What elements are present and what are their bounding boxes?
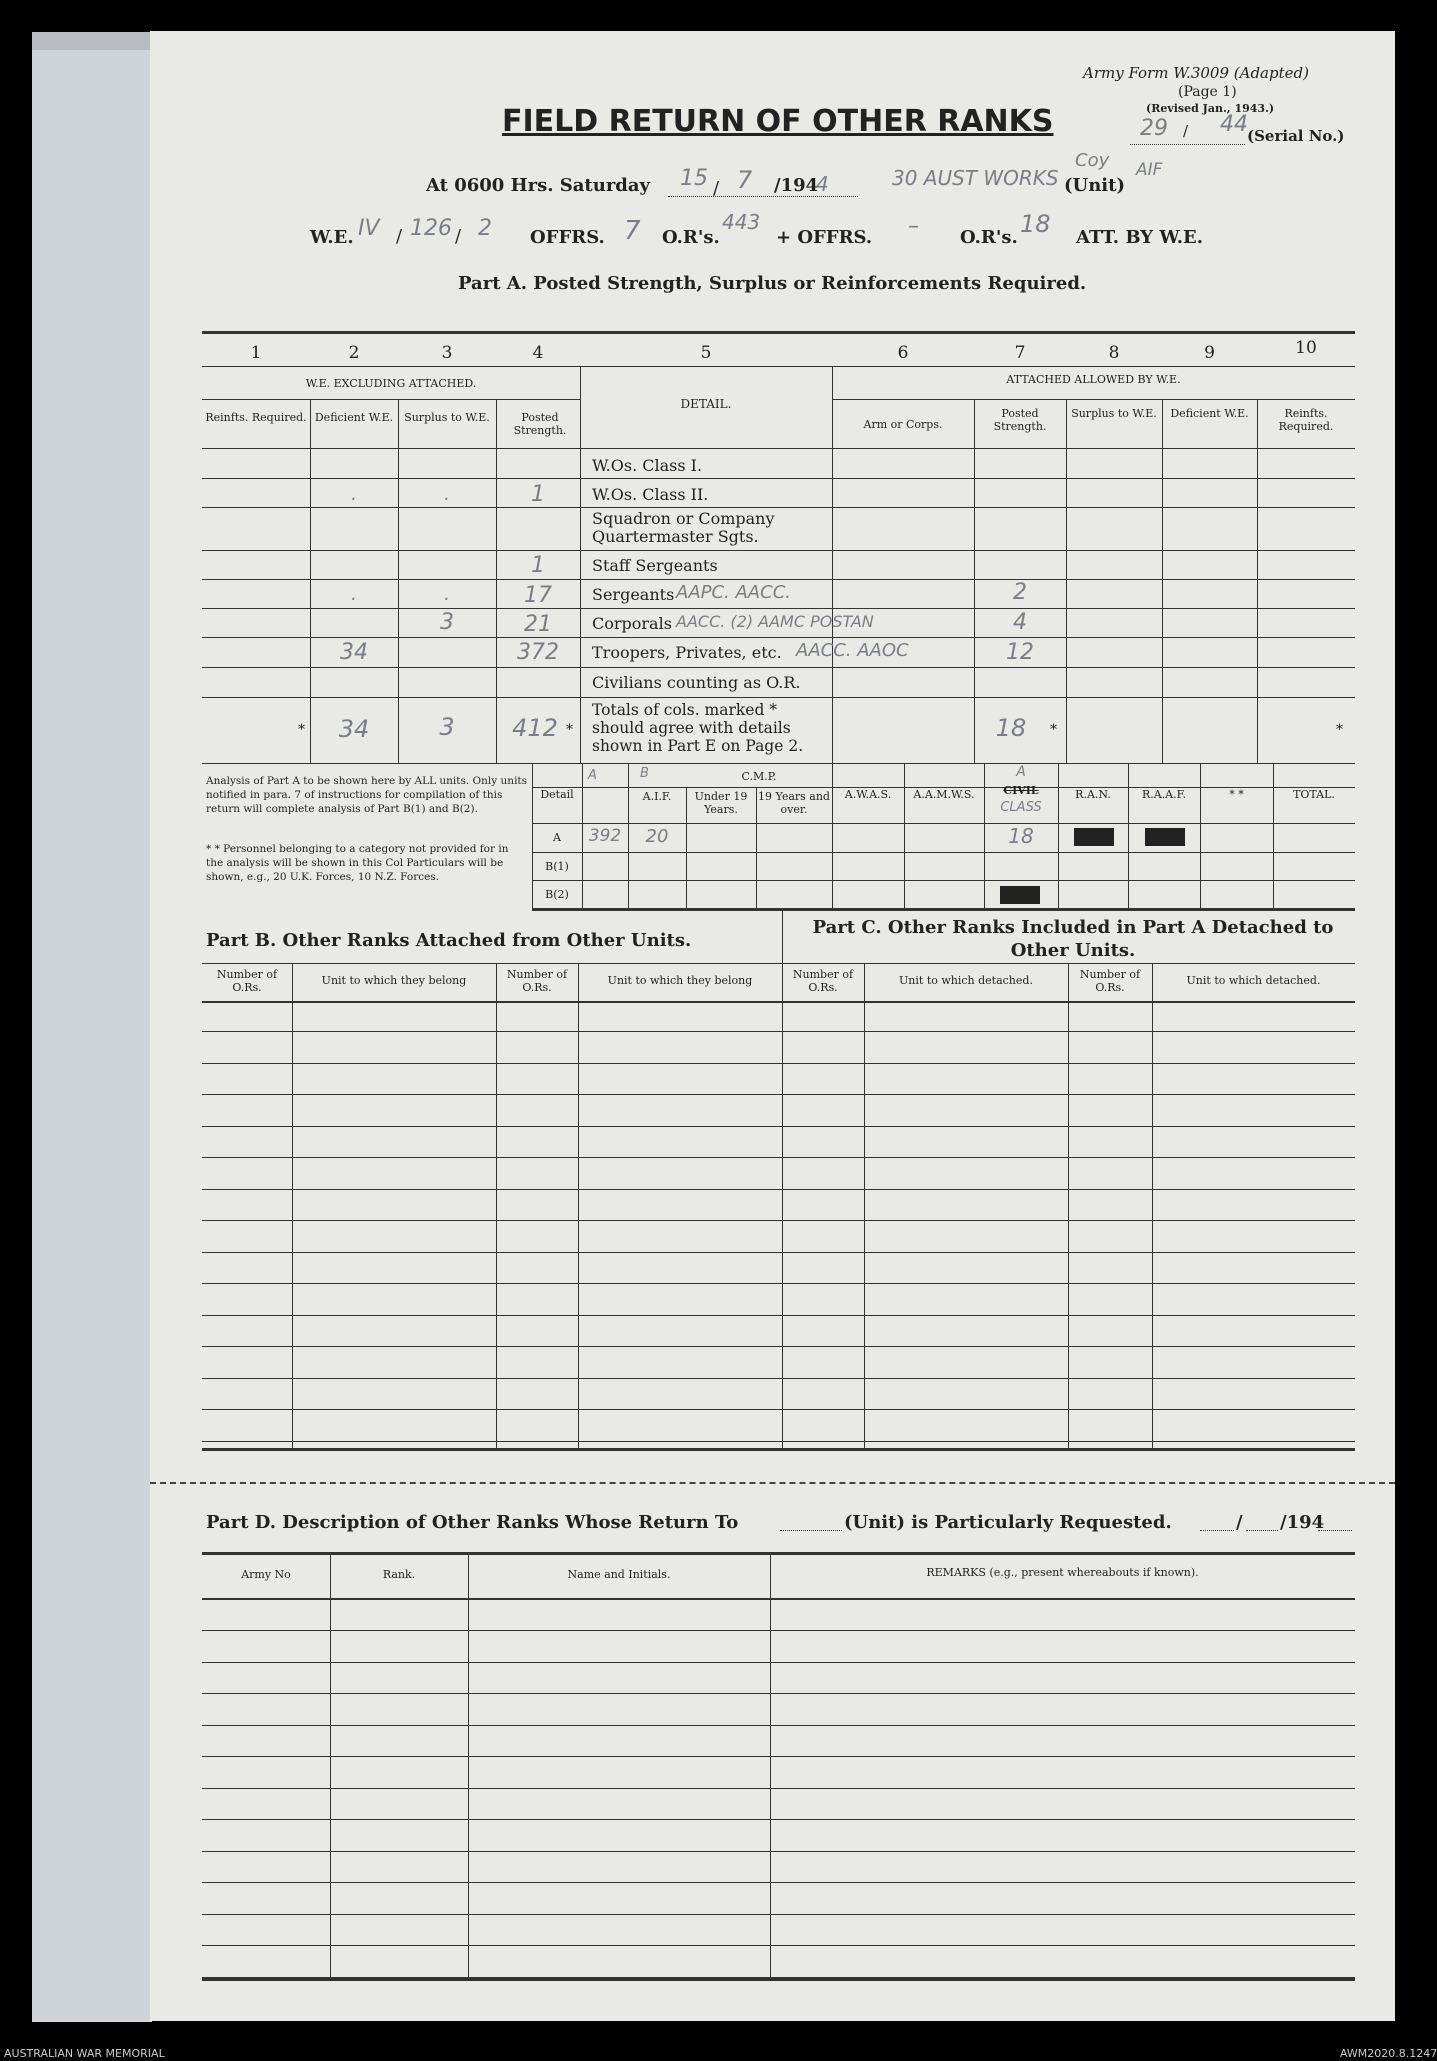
part-bc-blank-row [202,1031,1355,1032]
analysis-row-b1: B(1) [545,860,569,873]
part-c-col-3: Number of O.Rs. [1079,968,1141,994]
part-d-blank-row [202,1882,1355,1883]
detail-corporals: Corporals [592,614,672,633]
part-bc-blank-row [202,1157,1355,1158]
col-number-4: 4 [532,343,544,363]
detail-wo1: W.Os. Class I. [592,456,703,475]
detail-staff-sgt: Staff Sergeants [592,556,718,575]
we-b: 126 [410,216,452,241]
page-title: FIELD RETURN OF OTHER RANKS [502,104,1054,139]
total-star-10: * [1336,722,1343,738]
part-d-blank-row [202,1662,1355,1663]
date-year-prefix: /194 [774,175,819,196]
c3-sgt: . [444,584,450,605]
redaction-raaf [1145,828,1185,846]
analysis-a-col1: 392 [588,826,622,846]
c7-sgt: 2 [1013,580,1027,605]
part-bc-blank-row [202,1378,1355,1379]
coy-hand: Coy [1075,150,1110,171]
arm-sgt: AAPC. AACC. [676,582,791,603]
ors-label: O.R's. [662,227,720,248]
analysis-under19: Under 19 Years. [694,790,748,816]
footer-archive: AUSTRALIAN WAR MEMORIAL [4,2047,165,2060]
col-number-10: 10 [1295,338,1317,358]
part-d-blank-row [202,1630,1355,1631]
part-d-blank-row [202,1851,1355,1852]
part-bc-blank-row [202,1315,1355,1316]
part-d-blank-row [202,1725,1355,1726]
analysis-class-hand: CLASS [1000,800,1042,815]
part-d-col-name: Name and Initials. [567,1568,671,1581]
detail-sergeants: Sergeants [592,585,675,604]
c4-staff-sgt: 1 [531,553,545,578]
col-number-2: 2 [348,343,360,363]
part-c-col-1: Number of O.Rs. [792,968,854,994]
analysis-aif: A.I.F. [642,790,672,803]
part-d-blank-row [202,1756,1355,1757]
part-d-heading-c: / [1236,1512,1243,1533]
part-bc-blank-row [202,1220,1355,1221]
part-b-col-4: Unit to which they belong [607,974,753,987]
analysis-a-aif: 20 [645,826,669,847]
part-b-col-2: Unit to which they belong [321,974,467,987]
detail-civilians: Civilians counting as O.R. [592,673,801,692]
part-d-col-remarks: REMARKS (e.g., present whereabouts if known). [926,1566,1199,1579]
analysis-civil-hand: A [1016,764,1026,780]
hdr-surplus-att: Surplus to W.E. [1071,407,1157,420]
plus-offrs-val: – [908,214,919,239]
date-year-hand: 4 [816,172,829,196]
detail-totals: Totals of cols. marked * should agree with details shown in Part E on Page 2. [592,701,804,755]
tear-line [150,1482,1395,1484]
offrs-label: OFFRS. [530,227,605,248]
form-revised: (Revised Jan., 1943.) [1146,102,1275,115]
at-hrs-label: At 0600 Hrs. Saturday [426,175,651,196]
c4-cpl: 21 [524,612,552,637]
part-b-col-3: Number of O.Rs. [506,968,568,994]
col-number-1: 1 [250,343,262,363]
serial-hand-b: 44 [1220,112,1248,137]
serial-hand-a: 29 [1140,116,1168,141]
c2-tpr: 34 [340,640,368,665]
col-number-9: 9 [1204,343,1215,363]
offrs-val: 7 [624,216,641,246]
c2-sgt: . [351,584,357,605]
we-a: IV [358,216,380,241]
c4-wo2: 1 [531,482,545,507]
part-bc-blank-row [202,1189,1355,1190]
total-star-7: * [1050,722,1057,738]
detail-troopers: Troopers, Privates, etc. [592,643,782,662]
arm-tpr: AACC. AAOC [796,640,909,661]
hdr-deficient-att: Deficient W.E. [1170,407,1249,420]
footer-accession: AWM2020.8.1247 [1340,2047,1437,2060]
arm-cpl: AACC. (2) AAMC POSTAN [676,612,874,631]
analysis-ran: R.A.N. [1075,788,1111,801]
hdr-deficient: Deficient W.E. [314,411,394,424]
part-d-blank-row [202,1819,1355,1820]
part-d-blank-row [202,1914,1355,1915]
col-number-7: 7 [1014,343,1026,363]
col-number-6: 6 [897,343,909,363]
analysis-other: * * [1229,788,1244,801]
analysis-aamws: A.A.M.W.S. [913,788,975,801]
part-d-heading-b: (Unit) is Particularly Requested. [844,1512,1172,1533]
part-d-heading-d: /194 [1280,1512,1325,1533]
serial-label: (Serial No.) [1247,127,1345,145]
total-star-4: * [566,722,573,738]
redaction-ran [1074,828,1114,846]
analysis-civil: CIVIL [1003,784,1039,797]
we-c: 2 [478,216,492,241]
analysis-note: Analysis of Part A to be shown here by ALL units. Only units notified in para. 7 of instructions for compilation of this return will complete analysis of Part B(1) and B(2). [206,775,528,815]
part-bc-blank-row [202,1063,1355,1064]
part-bc-blank-row [202,1409,1355,1410]
analysis-row-a: A [553,831,561,844]
part-d-blank-row [202,1945,1355,1946]
part-bc-blank-row [202,1441,1355,1442]
c4-tpr: 372 [517,640,559,665]
analysis-a-civil: 18 [1008,824,1034,848]
ors-val-2: 18 [1020,210,1051,238]
ors-val: 443 [722,210,761,234]
part-d-blank-row [202,1693,1355,1694]
total-c7: 18 [995,714,1027,742]
hdr-posted-strength-att: Posted Strength. [993,407,1047,433]
form-sheet [150,31,1395,2021]
part-d-col-army-no: Army No [241,1568,291,1581]
unit-label: (Unit) [1064,175,1125,196]
we-label: W.E. [310,227,354,248]
attached-allowed-header: ATTACHED ALLOWED BY W.E. [1006,373,1181,386]
date-month: 7 [737,166,753,194]
analysis-total: TOTAL. [1293,788,1335,801]
part-d-col-rank: Rank. [382,1568,416,1581]
unit-hand: 30 AUST WORKS [892,166,1059,190]
left-paper-strip-edge [32,32,152,50]
part-a-heading: Part A. Posted Strength, Surplus or Reinforcements Required. [458,273,1087,294]
part-b-col-1: Number of O.Rs. [216,968,278,994]
left-paper-strip [32,32,152,2022]
we-excluding-header: W.E. EXCLUDING ATTACHED. [305,377,477,390]
redaction-civil-b2 [1000,886,1040,904]
col-number-5: 5 [700,343,712,363]
plus-offrs-label: + OFFRS. [776,227,873,248]
total-star-1: * [298,722,305,738]
analysis-hand-a: A [588,768,597,783]
detail-cqms: Squadron or Company Quartermaster Sgts. [592,509,775,546]
hdr-posted-strength: Posted Strength. [513,411,567,437]
hdr-reinfts-required: Reinfts. Required. [205,411,307,424]
analysis-row-b2: B(2) [545,888,569,901]
analysis-hand-b: B [640,766,649,781]
form-page: (Page 1) [1178,84,1237,100]
hdr-reinfts-att: Reinfts. Required. [1278,407,1334,433]
part-bc-blank-row [202,1346,1355,1347]
c3-wo2: . [444,484,450,505]
part-bc-blank-row [202,1094,1355,1095]
part-c-col-4: Unit to which detached. [1186,974,1321,987]
hdr-surplus: Surplus to W.E. [404,411,490,424]
c4-sgt: 17 [524,583,552,608]
total-c4: 412 [512,714,558,742]
part-c-col-2: Unit to which detached. [899,974,1033,987]
part-bc-blank-row [202,1283,1355,1284]
analysis-awas: A.W.A.S. [844,788,892,801]
part-bc-blank-row [202,1126,1355,1127]
part-d-heading-a: Part D. Description of Other Ranks Whose Return To [206,1512,739,1533]
att-label: ATT. BY W.E. [1076,227,1204,248]
hdr-arm-corps: Arm or Corps. [863,418,943,431]
analysis-cmp: C.M.P. [741,770,777,783]
c2-wo2: . [351,484,357,505]
col-number-8: 8 [1108,343,1120,363]
total-c2: 34 [338,715,370,743]
analysis-over19: 19 Years and over. [758,790,830,816]
analysis-detail-header: Detail [540,788,574,801]
date-day: 15 [680,166,708,191]
analysis-raaf: R.A.A.F. [1141,788,1187,801]
part-d-blank-row [202,1788,1355,1789]
analysis-note-2: * * Personnel belonging to a category not provided for in the analysis will be shown in this Col Particulars will be shown, e.g., 20 U.K. Forces, 10 N.Z. Forces. [206,843,509,883]
part-b-heading: Part B. Other Ranks Attached from Other Units. [206,930,692,951]
col-number-3: 3 [441,343,453,363]
aif-hand: AIF [1136,160,1163,180]
c7-tpr: 12 [1006,640,1034,665]
c7-cpl: 4 [1013,610,1027,635]
total-c3: 3 [439,713,455,741]
part-c-heading: Part C. Other Ranks Included in Part A Detached to Other Units. [812,917,1334,961]
detail-header: DETAIL. [680,397,732,411]
form-number: Army Form W.3009 (Adapted) [1083,64,1309,82]
ors-label-2: O.R's. [960,227,1018,248]
c3-cpl: 3 [440,610,454,635]
part-bc-blank-row [202,1252,1355,1253]
detail-wo2: W.Os. Class II. [592,485,709,504]
